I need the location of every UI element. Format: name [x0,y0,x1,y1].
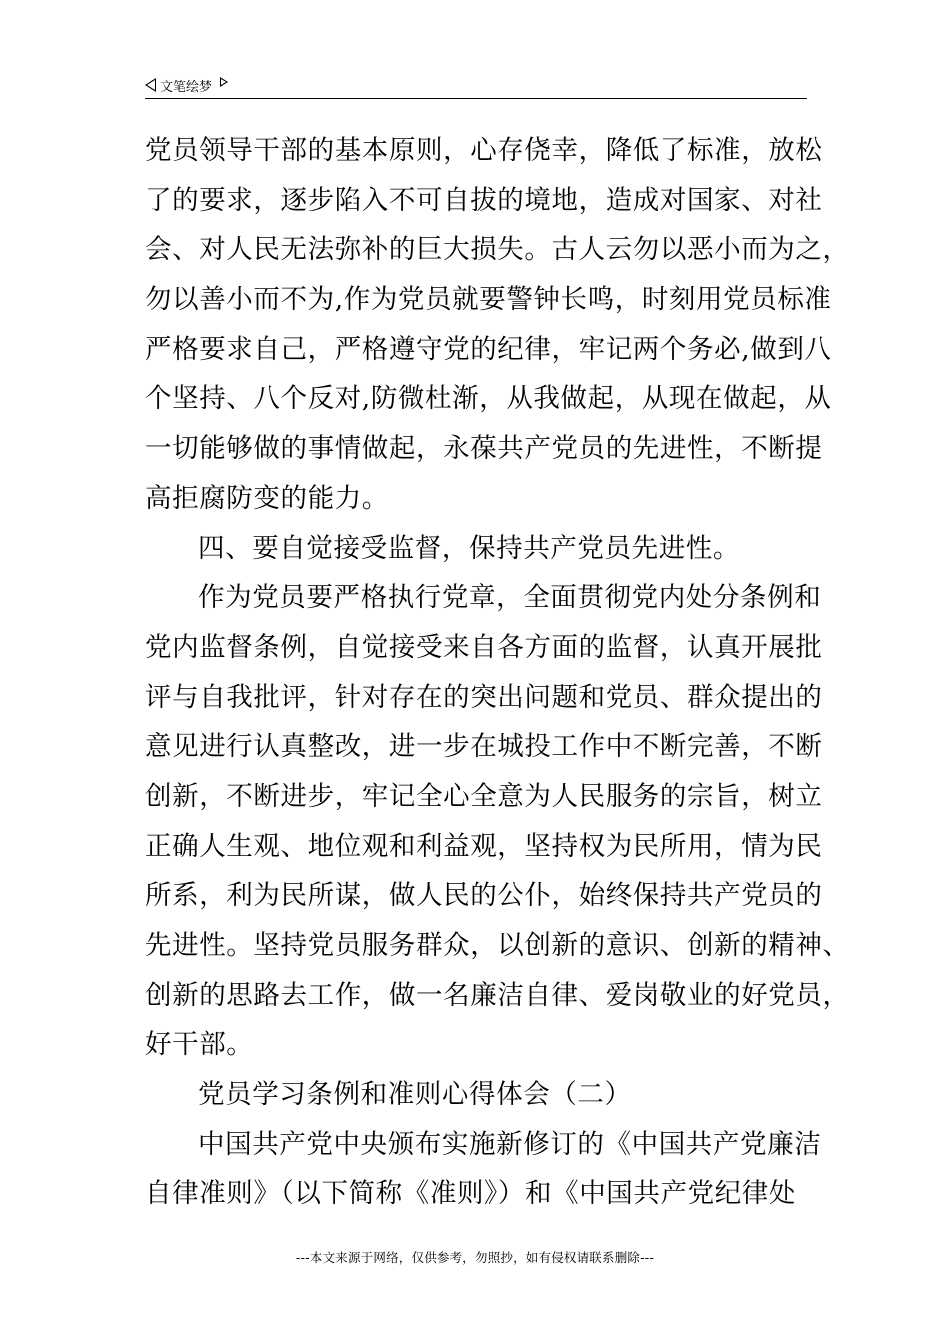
header-title: 文笔绘梦 [160,79,213,95]
text-line: 党员领导干部的基本原则，心存侥幸，降低了标准，放松 [145,135,823,166]
text-line: 勿以善小而不为,作为党员就要警钟长鸣，时刻用党员标准 [145,284,832,316]
text-line: 个坚持、八个反对,防微杜渐，从我做起，从现在做起，从 [145,383,832,415]
text-line: 了的要求，逐步陷入不可自拔的境地，造成对国家、对社 [145,184,823,216]
text-line: 中国共产党中央颁布实施新修订的《中国共产党廉洁 [198,1128,822,1160]
text-line: 评与自我批评，针对存在的突出问题和党员、群众提出的 [145,681,823,713]
text-line: 党内监督条例，自觉接受来自各方面的监督，认真开展批 [145,631,823,663]
right-triangle-icon [220,77,228,87]
text-line: 所系，利为民所谋，做人民的公仆，始终保持共产党员的 [145,880,823,912]
text-line: 作为党员要严格执行党章，全面贯彻党内处分条例和 [198,582,822,614]
text-line: 四、要自觉接受监督，保持共产党员先进性。 [198,532,740,564]
text-line: 意见进行认真整改，进一步在城投工作中不断完善，不断 [145,731,823,763]
text-line: 党员学习条例和准则心得体会（二） [198,1079,632,1111]
page-header [145,74,807,99]
left-triangle-icon [145,78,156,92]
text-line: 一切能够做的事情做起，永葆共产党员的先进性，不断提 [145,433,823,465]
text-line: 高拒腐防变的能力。 [145,482,389,514]
text-line: 创新，不断进步，牢记全心全意为人民服务的宗旨，树立 [145,780,823,812]
text-line: 创新的思路去工作，做一名廉洁自律、爱岗敬业的好党员， [145,979,850,1011]
page-footer: ---本文来源于网络，仅供参考，勿照抄，如有侵权请联系删除--- [295,1250,655,1265]
text-line: 正确人生观、地位观和利益观，坚持权为民所用，情为民 [145,830,823,862]
document-body [145,126,850,1219]
header-brand [145,74,228,96]
text-line: 自律准则》（以下简称《准则》）和《中国共产党纪律处 [145,1178,796,1210]
text-line: 会、对人民无法弥补的巨大损失。古人云勿以恶小而为之， [145,234,850,266]
text-line: 好干部。 [145,1029,254,1061]
text-line: 先进性。坚持党员服务群众，以创新的意识、创新的精神、 [145,930,850,961]
text-line: 严格要求自己，严格遵守党的纪律，牢记两个务必,做到八 [145,333,832,365]
